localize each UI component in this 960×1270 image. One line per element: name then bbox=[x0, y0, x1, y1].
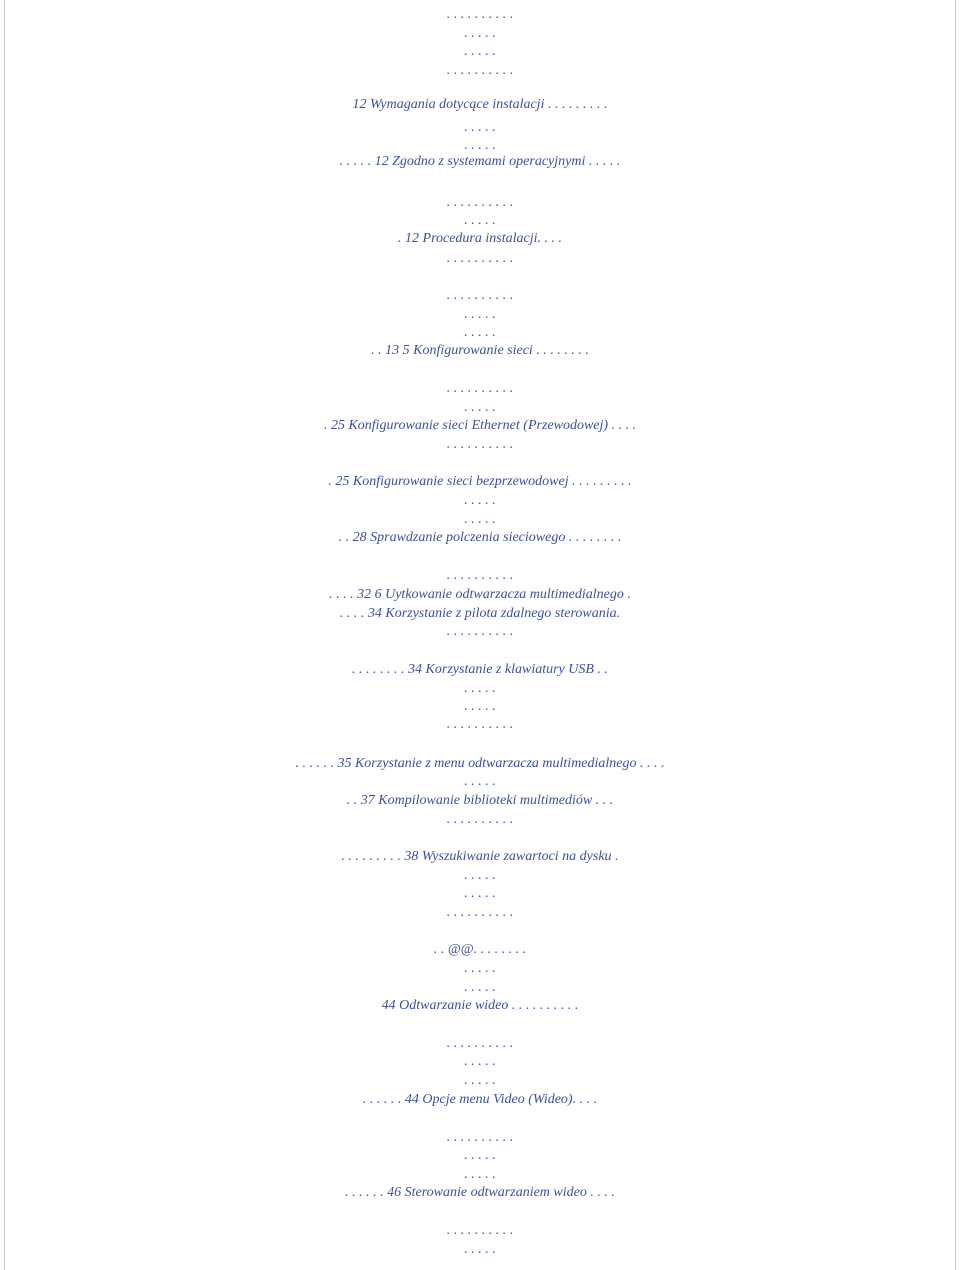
toc-entry bbox=[0, 1184, 960, 1202]
toc-entry-text: . . . . . . 46 Sterowanie odtwarzaniem wideo . . . . bbox=[345, 1185, 615, 1200]
toc-line-text: . . . . . bbox=[464, 980, 496, 995]
toc-line bbox=[0, 399, 960, 417]
toc-entry bbox=[0, 586, 960, 604]
toc-line-text: . . . . . . . . . . bbox=[446, 195, 514, 210]
toc-line bbox=[0, 960, 960, 978]
toc-line-text: . . . . . bbox=[464, 1167, 496, 1182]
toc-entry-text: . . . . . . . . 34 Korzystanie z klawiatury USB . . bbox=[352, 662, 608, 677]
toc-line bbox=[0, 1241, 960, 1259]
toc-entry-text: . . 13 5 Konfigurowanie sieci . . . . . . . . bbox=[371, 343, 589, 358]
toc-line-text: . . . . . bbox=[464, 868, 496, 883]
toc-line bbox=[0, 904, 960, 922]
toc-line bbox=[0, 680, 960, 698]
toc-line-text: . . . . . bbox=[464, 774, 496, 789]
toc-line-text: . . . . . bbox=[464, 138, 496, 153]
toc-line bbox=[0, 1166, 960, 1184]
toc-line-text: . . . . . bbox=[464, 699, 496, 714]
toc-entry-text: . . . . . 12 Zgodno z systemami operacyjnymi . . . . . bbox=[339, 154, 621, 169]
toc-line-text: . . . . . bbox=[464, 512, 496, 527]
toc-line bbox=[0, 511, 960, 529]
toc-line-text: . . . . . . . . . . bbox=[446, 437, 514, 452]
toc-line bbox=[0, 492, 960, 510]
toc-line bbox=[0, 194, 960, 212]
toc-line bbox=[0, 867, 960, 885]
toc-entry-text: . . . . . . 44 Opcje menu Video (Wideo). . . . bbox=[362, 1092, 598, 1107]
toc-line-text: . . . . . bbox=[464, 1148, 496, 1163]
toc-entry bbox=[0, 342, 960, 360]
toc-line bbox=[0, 885, 960, 903]
toc-line-text: . . . . . . . . . . bbox=[446, 568, 514, 583]
toc-line-text: . . . . . . . . . . bbox=[446, 288, 514, 303]
toc-entry-text: 44 Odtwarzanie wideo . . . . . . . . . . bbox=[381, 998, 579, 1013]
toc-line bbox=[0, 25, 960, 43]
toc-entry bbox=[0, 417, 960, 435]
toc-line bbox=[0, 380, 960, 398]
toc-entry-text: . . . . . . 35 Korzystanie z menu odtwarzacza multimedialnego . . . . bbox=[295, 756, 665, 771]
toc-entry-text: . . . . 32 6 Uytkowanie odtwarzacza multimedialnego . bbox=[329, 587, 631, 602]
toc-entry bbox=[0, 230, 960, 248]
toc-line bbox=[0, 1035, 960, 1053]
toc-entry bbox=[0, 1091, 960, 1109]
toc-line-text: . . . . . bbox=[464, 493, 496, 508]
toc-entry-text: . . 37 Kompilowanie biblioteki multimediów . . . bbox=[346, 793, 614, 808]
toc-line bbox=[0, 1072, 960, 1090]
toc-line-text: . . . . . . . . . . bbox=[446, 717, 514, 732]
toc-entry bbox=[0, 529, 960, 547]
toc-entry-text: . 12 Procedura instalacji. . . . bbox=[398, 231, 562, 246]
toc-line-text: . . . . . bbox=[464, 307, 496, 322]
toc-line-text: . . . . . bbox=[464, 1242, 496, 1257]
toc-entry bbox=[0, 96, 960, 114]
toc-line bbox=[0, 698, 960, 716]
toc-line bbox=[0, 1222, 960, 1240]
toc-line-text: . . . . . bbox=[464, 325, 496, 340]
toc-line-text: . . . . . . . . . . bbox=[446, 905, 514, 920]
toc-line bbox=[0, 6, 960, 24]
toc-line bbox=[0, 811, 960, 829]
toc-entry bbox=[0, 755, 960, 773]
toc-line-text: . . . . . bbox=[464, 120, 496, 135]
toc-entry-text: . . 28 Sprawdzanie polczenia sieciowego . . . . . . . . bbox=[338, 530, 622, 545]
toc-line-text: . . . . . . . . . . bbox=[446, 381, 514, 396]
toc-entry bbox=[0, 848, 960, 866]
toc-line-text: . . . . . bbox=[464, 1054, 496, 1069]
toc-line-text: . . . . . bbox=[464, 886, 496, 901]
toc-line bbox=[0, 716, 960, 734]
toc-entry bbox=[0, 153, 960, 171]
toc-line bbox=[0, 250, 960, 268]
toc-line bbox=[0, 119, 960, 137]
toc-line-text: . . . . . . . . . . bbox=[446, 1223, 514, 1238]
toc-line bbox=[0, 62, 960, 80]
toc-line bbox=[0, 773, 960, 791]
toc-line-text: . . . . . . . . . . bbox=[446, 1036, 514, 1051]
toc-line bbox=[0, 567, 960, 585]
toc-line-text: . . . . . bbox=[464, 961, 496, 976]
toc-entry-text: . . . . 34 Korzystanie z pilota zdalnego sterowania. bbox=[339, 606, 621, 621]
toc-line bbox=[0, 324, 960, 342]
toc-line-text: . . . . . . . . . . bbox=[446, 624, 514, 639]
toc-line-text: . . . . . bbox=[464, 1073, 496, 1088]
toc-line-text: . . . . . . . . . . bbox=[446, 251, 514, 266]
toc-entry-text: . . @@. . . . . . . . bbox=[433, 942, 527, 957]
toc-entry-text: . . . . . . . . . 38 Wyszukiwanie zawartoci na dysku . bbox=[341, 849, 619, 864]
toc-entry bbox=[0, 605, 960, 623]
toc-entry-text: 12 Wymagania dotycące instalacji . . . . . . . . . bbox=[352, 97, 608, 112]
toc-line bbox=[0, 436, 960, 454]
toc-entry-text: . 25 Konfigurowanie sieci bezprzewodowej . . . . . . . . . bbox=[328, 474, 632, 489]
toc-line-text: . . . . . . . . . . bbox=[446, 63, 514, 78]
toc-line bbox=[0, 1147, 960, 1165]
toc-line bbox=[0, 623, 960, 641]
toc-line bbox=[0, 1053, 960, 1071]
toc-line bbox=[0, 979, 960, 997]
toc-line-text: . . . . . bbox=[464, 44, 496, 59]
toc-line-text: . . . . . bbox=[464, 400, 496, 415]
toc-line-text: . . . . . . . . . . bbox=[446, 1130, 514, 1145]
toc-line-text: . . . . . bbox=[464, 213, 496, 228]
toc-entry bbox=[0, 941, 960, 959]
toc-line bbox=[0, 287, 960, 305]
toc-line bbox=[0, 306, 960, 324]
toc-line bbox=[0, 1129, 960, 1147]
toc-entry bbox=[0, 473, 960, 491]
toc-line bbox=[0, 43, 960, 61]
toc-entry-text: . 25 Konfigurowanie sieci Ethernet (Przewodowej) . . . . bbox=[323, 418, 637, 433]
toc-line-text: . . . . . . . . . . bbox=[446, 812, 514, 827]
toc-line-text: . . . . . . . . . . bbox=[446, 7, 514, 22]
toc-line-text: . . . . . bbox=[464, 681, 496, 696]
toc-line-text: . . . . . bbox=[464, 26, 496, 41]
toc-line bbox=[0, 212, 960, 230]
toc-entry bbox=[0, 792, 960, 810]
toc-entry bbox=[0, 997, 960, 1015]
toc-entry bbox=[0, 661, 960, 679]
